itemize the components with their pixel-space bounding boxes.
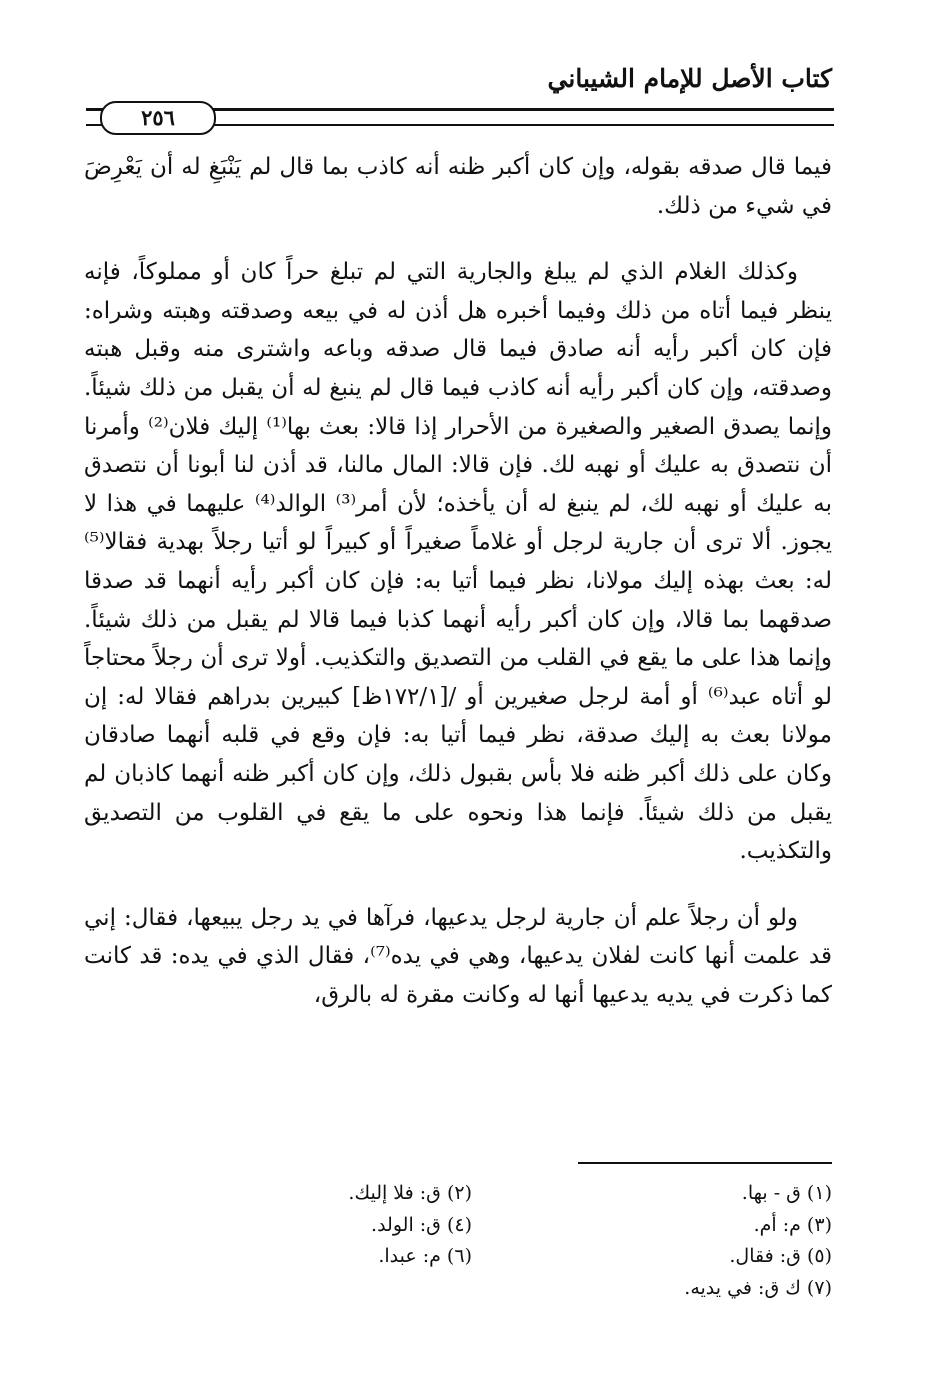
footnote-row <box>110 1178 832 1210</box>
footnote-row <box>110 1241 832 1273</box>
footnote: (٧) ك ق: في يديه. <box>684 1276 832 1299</box>
footnotes <box>110 1178 832 1304</box>
footnote-row <box>110 1273 832 1305</box>
footnote: (٦) م: عبدا. <box>378 1245 472 1267</box>
running-header-title: كتاب الأصل للإمام الشيباني <box>547 64 832 93</box>
paragraph: ولو أن رجلاً علم أن جارية لرجل يدعيها، فرآها في يد رجل يبيعها، فقال: إني قد علمت أنها كانت لفلان يدعيها، وهي في يده⁽⁷⁾، فقال الذي في يده: قد كانت كما ذكرت في يديه يدعيها أنها له وكانت مقرة له بالرق، <box>84 904 832 1008</box>
footnote-row <box>110 1210 832 1242</box>
footnote: (٥) ق: فقال. <box>729 1245 832 1267</box>
paragraph-continued: فيما قال صدقه بقوله، وإن كان أكبر ظنه أنه كاذب بما قال لم يَنْبَغِ له أن يَعْرِضَ في شيء من ذلك. <box>84 154 832 219</box>
footnote: (٢) ق: فلا إليك. <box>348 1182 472 1204</box>
page-number-badge: ٢٥٦ <box>100 101 216 135</box>
footnote: (١) ق - بها. <box>741 1182 832 1204</box>
footnote: (٣) م: أم. <box>753 1213 832 1236</box>
main-text <box>84 148 832 1014</box>
footnote-separator <box>578 1162 832 1164</box>
footnote: (٤) ق: الولد. <box>371 1213 472 1236</box>
paragraph: وكذلك الغلام الذي لم يبلغ والجارية التي لم تبلغ حراً كان أو مملوكاً، فإنه ينظر فيما أتاه من ذلك وفيما أخبره هل أذن له في بيعه وصدقته وهبته وشراه: فإن كان أكبر رأيه أنه صادق فيما قال صدقه وباعه واشترى منه وقبل هبته وصدقته، وإن كان أكبر رأيه أنه كاذب فيما قال لم ينبغ له أن يقبل من ذلك شيئاً. وإنما يصدق الصغير والصغيرة من الأحرار إذا قالا: بعث بها⁽¹⁾ إليك فلان⁽²⁾ وأمرنا أن نتصدق به عليك أو نهبه لك. فإن قالا: المال مالنا، قد أذن لنا أبونا أن نتصدق به عليك أو نهبه لك، لم ينبغ له أن يأخذه؛ لأن أمر⁽³⁾ الوالد⁽⁴⁾ عليهما في هذا لا يجوز. ألا ترى أن جارية لرجل أو غلاماً صغيراً أو كبيراً لو أتيا رجلاً بهدية فقالا⁽⁵⁾ له: بعث بهذه إليك مولانا، نظر فيما أتيا به: فإن كان أكبر رأيه أنهما قد صدقا صدقهما بما قالا، وإن كان أكبر رأيه أنهما كذبا فيما قالا لم يقبل من ذلك شيئاً. وإنما هذا على ما يقع في القلب من التصديق والتكذيب. أولا ترى أن رجلاً محتاجاً لو أتاه عبد⁽⁶⁾ أو أمة لرجل صغيرين أو /[١٧٢/١ظ] كبيرين بدراهم فقالا له: إن مولانا بعث به إليك صدقة، نظر فيما أتيا به: فإن وقع في قلبه أنهما صادقان وكان على ذلك أكبر ظنه فلا بأس بقبول ذلك، وإن كان أكبر ظنه أنهما كاذبان لم يقبل من ذلك شيئاً. فإنما هذا ونحوه على ما يقع في القلوب من التصديق والتكذيب. <box>84 259 833 865</box>
